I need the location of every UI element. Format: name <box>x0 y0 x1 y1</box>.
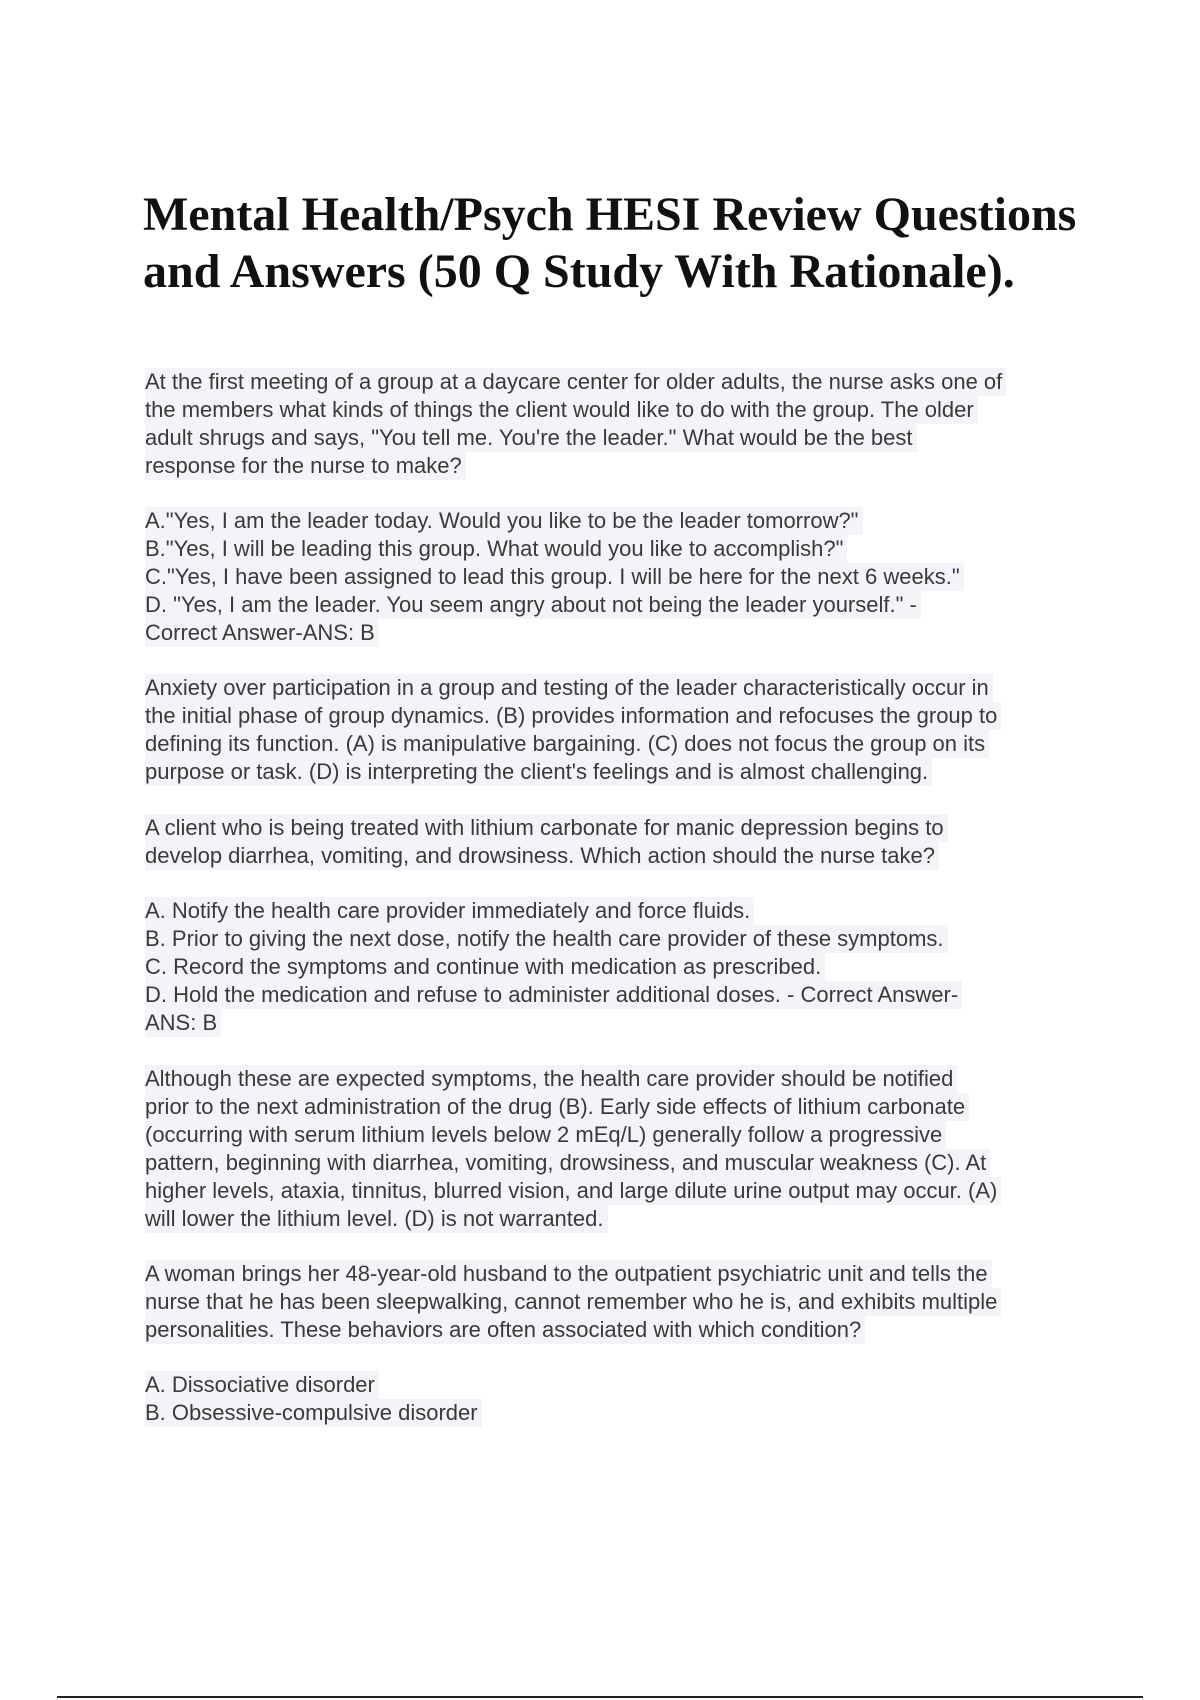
option-line: C. Record the symptoms and continue with medication as prescribed. <box>145 953 825 981</box>
text-line: the members what kinds of things the client would like to do with the group. The older <box>145 396 978 424</box>
text-line: A client who is being treated with lithium carbonate for manic depression begins to <box>145 814 948 842</box>
text-line: the initial phase of group dynamics. (B) provides information and refocuses the group to <box>145 702 1001 730</box>
title-line: Mental Health/Psych HESI Review Questions <box>143 188 1077 241</box>
text-line: Although these are expected symptoms, the health care provider should be notified <box>145 1065 957 1093</box>
document-title <box>143 186 1183 300</box>
option-line: C."Yes, I have been assigned to lead this group. I will be here for the next 6 weeks." <box>145 563 964 591</box>
text-line: higher levels, ataxia, tinnitus, blurred vision, and large dilute urine output may occur. (A) <box>145 1177 1001 1205</box>
option-line: B."Yes, I will be leading this group. What would you like to accomplish?" <box>145 535 847 563</box>
correct-answer: ANS: B <box>145 1009 221 1037</box>
correct-answer: Correct Answer-ANS: B <box>145 619 379 647</box>
text-line: nurse that he has been sleepwalking, cannot remember who he is, and exhibits multiple <box>145 1288 1001 1316</box>
option-line: A."Yes, I am the leader today. Would you like to be the leader tomorrow?" <box>145 507 863 535</box>
text-line: At the first meeting of a group at a daycare center for older adults, the nurse asks one of <box>145 368 1006 396</box>
text-line: personalities. These behaviors are often associated with which condition? <box>145 1316 865 1344</box>
text-line: develop diarrhea, vomiting, and drowsiness. Which action should the nurse take? <box>145 842 939 870</box>
question-1-options <box>145 507 1145 647</box>
page-bottom-divider <box>57 1696 1143 1698</box>
text-line: defining its function. (A) is manipulative bargaining. (C) does not focus the group on its <box>145 730 989 758</box>
question-2-text <box>145 814 1145 870</box>
option-line: A. Dissociative disorder <box>145 1371 379 1399</box>
question-1-rationale <box>145 674 1145 786</box>
text-line: Anxiety over participation in a group and testing of the leader characteristically occur in <box>145 674 993 702</box>
question-2-options <box>145 897 1145 1037</box>
text-line: (occurring with serum lithium levels below 2 mEq/L) generally follow a progressive <box>145 1121 946 1149</box>
question-3-text <box>145 1260 1145 1344</box>
option-line: A. Notify the health care provider immediately and force fluids. <box>145 897 754 925</box>
option-line: D. Hold the medication and refuse to administer additional doses. - Correct Answer- <box>145 981 962 1009</box>
text-line: purpose or task. (D) is interpreting the client's feelings and is almost challenging. <box>145 758 932 786</box>
text-line: response for the nurse to make? <box>145 452 466 480</box>
question-2-rationale <box>145 1065 1145 1233</box>
question-1-text <box>145 368 1145 480</box>
option-line: B. Prior to giving the next dose, notify the health care provider of these symptoms. <box>145 925 948 953</box>
text-line: prior to the next administration of the drug (B). Early side effects of lithium carbonate <box>145 1093 969 1121</box>
text-line: will lower the lithium level. (D) is not warranted. <box>145 1205 608 1233</box>
option-line: B. Obsessive-compulsive disorder <box>145 1399 482 1427</box>
text-line: A woman brings her 48-year-old husband to the outpatient psychiatric unit and tells the <box>145 1260 992 1288</box>
question-3-options <box>145 1371 1145 1427</box>
title-line: and Answers (50 Q Study With Rationale). <box>143 245 1015 298</box>
text-line: adult shrugs and says, "You tell me. You're the leader." What would be the best <box>145 424 917 452</box>
text-line: pattern, beginning with diarrhea, vomiting, drowsiness, and muscular weakness (C). At <box>145 1149 990 1177</box>
option-line: D. "Yes, I am the leader. You seem angry about not being the leader yourself." - <box>145 591 921 619</box>
